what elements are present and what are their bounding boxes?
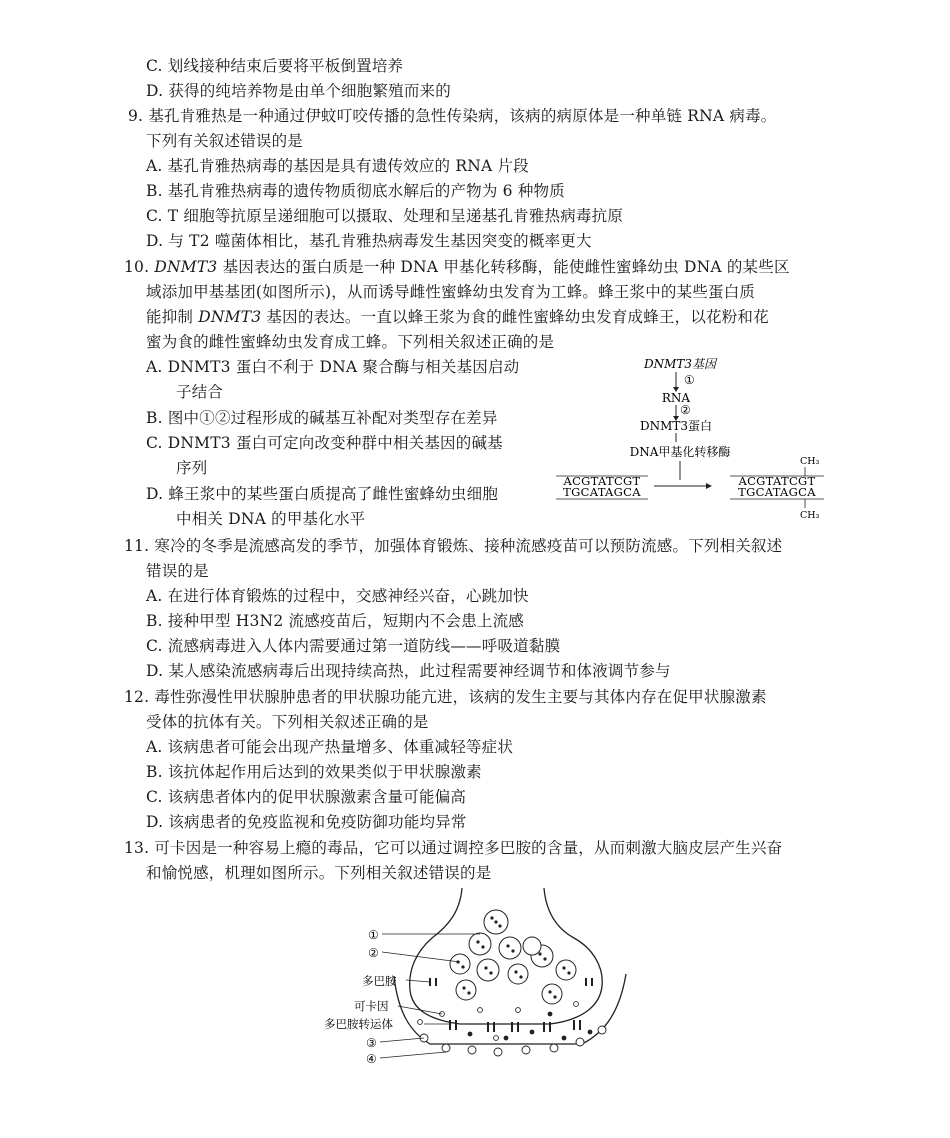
diagram-enzyme: DNA甲基化转移酶 — [629, 445, 731, 459]
q10-number: 10. — [124, 258, 155, 276]
q10-stem-line4: 蜜为食的雌性蜜蜂幼虫发育成工蜂。下列相关叙述正确的是 — [146, 333, 555, 351]
q10-stem-line3 — [146, 307, 769, 327]
q13-stem-line1: 13. 可卡因是一种容易上瘾的毒品，它可以通过调控多巴胺的含量，从而刺激大脑皮层产生兴奋 — [124, 839, 783, 857]
dopamine-transporters — [430, 978, 592, 1032]
q10-stem3-post: 基因的表达。一直以蜂王浆为食的雌性蜜蜂幼虫发育成蜂王，以花粉和花 — [261, 308, 769, 326]
q11-option-c: C. 流感病毒进入人体内需要通过第一道防线——呼吸道黏膜 — [146, 637, 561, 655]
q11-option-d: D. 某人感染流感病毒后出现持续高热，此过程需要神经调节和体液调节参与 — [146, 662, 671, 680]
q12-option-a: A. 该病患者可能会出现产热量增多、体重减轻等症状 — [146, 738, 514, 756]
synapse-label-4: ④ — [366, 1052, 377, 1066]
q10-gene-name-2: DNMT3 — [198, 308, 262, 326]
diagram-protein: DNMT3蛋白 — [639, 419, 713, 433]
q10-methylation-diagram — [550, 352, 840, 522]
diagram-step-2: ② — [680, 403, 691, 417]
q10-stem-line1 — [124, 257, 790, 277]
diagram-dna-bottom-left: TGCATAGCA — [563, 485, 641, 499]
q9-stem-line1: 9. 基孔肯雅热是一种通过伊蚊叮咬传播的急性传染病，该病的病原体是一种单链 RNA 病毒。 — [128, 107, 777, 125]
q12-stem-line1: 12. 毒性弥漫性甲状腺肿患者的甲状腺功能亢进，该病的发生主要与其体内存在促甲状腺激素 — [124, 688, 767, 706]
q10-option-a-line2: 子结合 — [176, 383, 224, 401]
q9-option-c: C. T 细胞等抗原呈递细胞可以摄取、处理和呈递基孔肯雅热病毒抗原 — [146, 207, 624, 225]
diagram-step-1: ① — [684, 373, 695, 387]
q10-gene-name: DNMT3 — [154, 258, 218, 276]
q10-stem-line1-rest: 基因表达的蛋白质是一种 DNA 甲基化转移酶，能使雌性蜜蜂幼虫 DNA 的某些区 — [217, 258, 790, 276]
q10-option-b: B. 图中①②过程形成的碱基互补配对类型存在差异 — [146, 409, 498, 427]
q13-stem-line2: 和愉悦感，机理如图所示。下列相关叙述错误的是 — [146, 864, 492, 882]
synapse-label-2: ② — [368, 946, 379, 960]
diagram-rna: RNA — [661, 391, 691, 405]
q10-stem3-pre: 能抑制 — [146, 308, 199, 326]
q8-option-c: C. 划线接种结束后要将平板倒置培养 — [146, 57, 404, 75]
q10-option-d-line2: 中相关 DNA 的甲基化水平 — [176, 510, 366, 528]
q12-stem-line2: 受体的抗体有关。下列相关叙述正确的是 — [146, 713, 429, 731]
q11-option-b: B. 接种甲型 H3N2 流感疫苗后，短期内不会患上流感 — [146, 612, 525, 630]
q9-option-a: A. 基孔肯雅热病毒的基因是具有遗传效应的 RNA 片段 — [146, 157, 529, 175]
synapse-label-dopamine: 多巴胺 — [362, 974, 397, 988]
q12-option-b: B. 该抗体起作用后达到的效果类似于甲状腺激素 — [146, 763, 482, 781]
diagram-gene-label: DNMT3基因 — [643, 357, 717, 371]
q10-stem-line2: 域添加甲基基团(如图所示)，从而诱导雌性蜜蜂幼虫发育为工蜂。蜂王浆中的某些蛋白质 — [146, 283, 756, 301]
q9-option-d: D. 与 T2 噬菌体相比，基孔肯雅热病毒发生基因突变的概率更大 — [146, 232, 592, 250]
q10-option-c-line2: 序列 — [176, 459, 208, 477]
diagram-dna-bottom-right: TGCATAGCA — [738, 485, 816, 499]
q9-option-b: B. 基孔肯雅热病毒的遗传物质彻底水解后的产物为 6 种物质 — [146, 182, 565, 200]
q11-option-a: A. 在进行体育锻炼的过程中，交感神经兴奋，心跳加快 — [146, 587, 529, 605]
q12-option-d: D. 该病患者的免疫监视和免疫防御功能均异常 — [146, 813, 467, 831]
q10-option-c-line1: C. DNMT3 蛋白可定向改变种群中相关基因的碱基 — [146, 434, 503, 452]
synapse-label-3: ③ — [366, 1036, 377, 1050]
diagram-methyl-top: CH₃ — [800, 456, 820, 467]
diagram-methyl-bottom: CH₃ — [800, 510, 820, 521]
synapse-label-1: ① — [368, 928, 379, 942]
q8-option-d: D. 获得的纯培养物是由单个细胞繁殖而来的 — [146, 82, 451, 100]
q11-stem-line2: 错误的是 — [146, 562, 209, 580]
diagram-dna-top-left: ACGTATCGT — [563, 474, 641, 488]
q10-option-d-line1: D. 蜂王浆中的某些蛋白质提高了雌性蜜蜂幼虫细胞 — [146, 485, 499, 503]
diagram-dna-top-right: ACGTATCGT — [738, 474, 816, 488]
q10-option-a-line1: A. DNMT3 蛋白不利于 DNA 聚合酶与相关基因启动 — [146, 358, 520, 376]
q13-synapse-diagram — [320, 882, 650, 1074]
synapse-label-cocaine: 可卡因 — [354, 999, 389, 1013]
dopamine-molecules — [418, 1002, 579, 1041]
synapse-label-transporter: 多巴胺转运体 — [324, 1017, 393, 1031]
q12-option-c: C. 该病患者体内的促甲状腺激素含量可能偏高 — [146, 788, 467, 806]
q9-stem-line2: 下列有关叙述错误的是 — [146, 132, 304, 150]
q11-stem-line1: 11. 寒冷的冬季是流感高发的季节，加强体育锻炼、接种流感疫苗可以预防流感。下列相关叙述 — [124, 537, 783, 555]
